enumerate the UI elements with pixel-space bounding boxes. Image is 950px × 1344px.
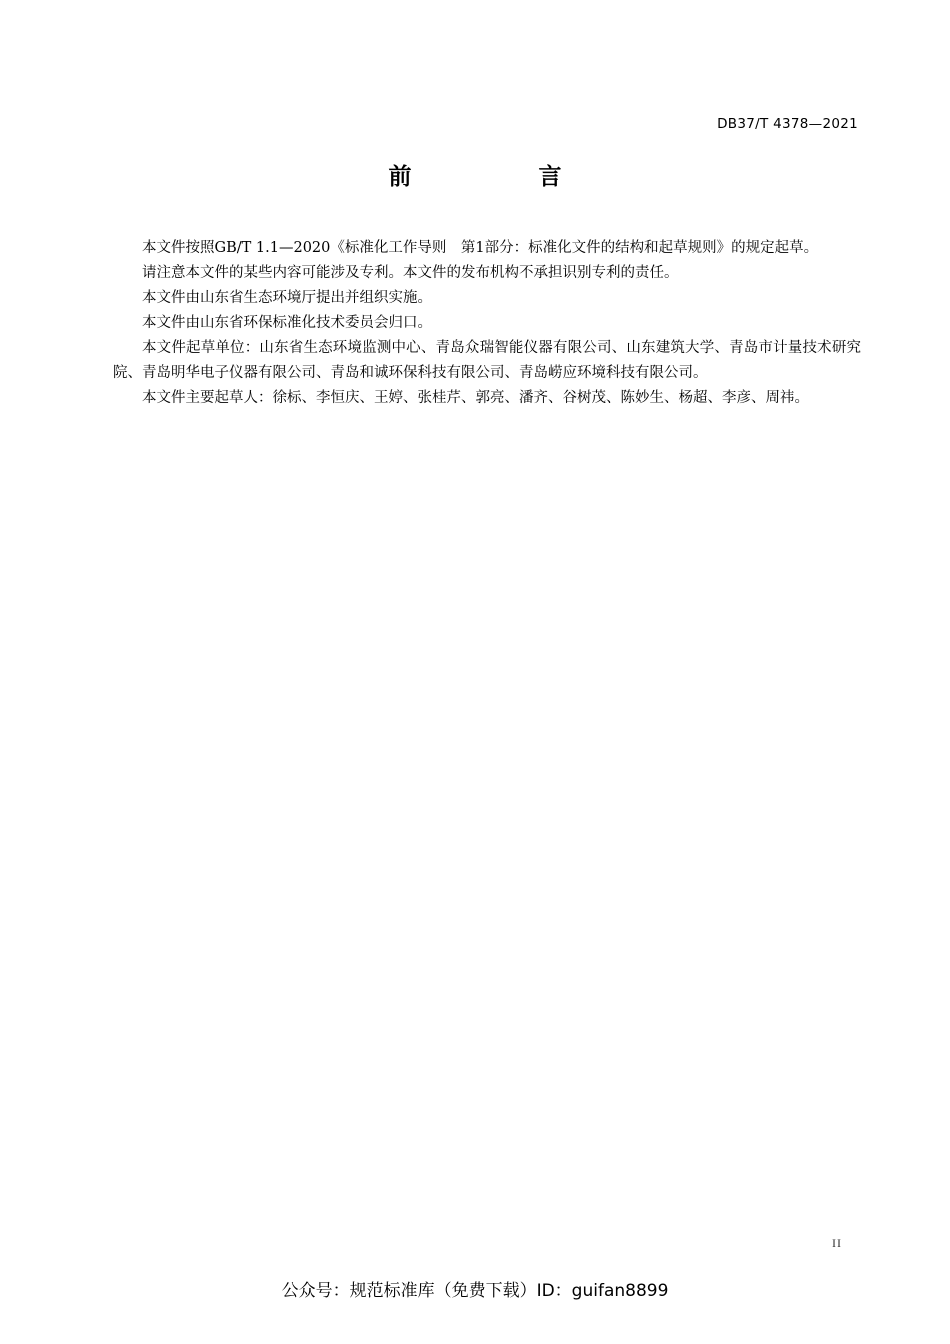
footer-watermark-note: 公众号：规范标准库（免费下载）ID：guifan8899	[281, 1281, 669, 1301]
paragraph-proposer: 本文件由山东省生态环境厅提出并组织实施。	[142, 290, 432, 306]
paragraph-drafting-rules: 本文件按照GB/T 1.1—2020《标准化工作导则 第1部分：标准化文件的结构和起草规则》的规定起草。	[142, 240, 819, 256]
paragraph-technical-committee: 本文件由山东省环保标准化技术委员会归口。	[142, 315, 432, 331]
paragraph-drafters: 本文件主要起草人：徐标、李恒庆、王婷、张桂芹、郭亮、潘齐、谷树茂、陈妙生、杨超、李彦、周祎。	[142, 390, 809, 406]
paragraph-drafting-units: 本文件起草单位：山东省生态环境监测中心、青岛众瑞智能仪器有限公司、山东建筑大学、青岛市计量技术研究院、青岛明华电子仪器有限公司、青岛和诚环保科技有限公司、青岛崂应环境科技有限公司。	[113, 340, 861, 381]
page-title: 前 言	[388, 164, 614, 190]
page-number: II	[832, 1236, 842, 1250]
paragraph-patent-notice: 请注意本文件的某些内容可能涉及专利。本文件的发布机构不承担识别专利的责任。	[142, 265, 679, 281]
document-code: DB37/T 4378—2021	[717, 116, 858, 132]
foreword-body	[113, 236, 861, 411]
